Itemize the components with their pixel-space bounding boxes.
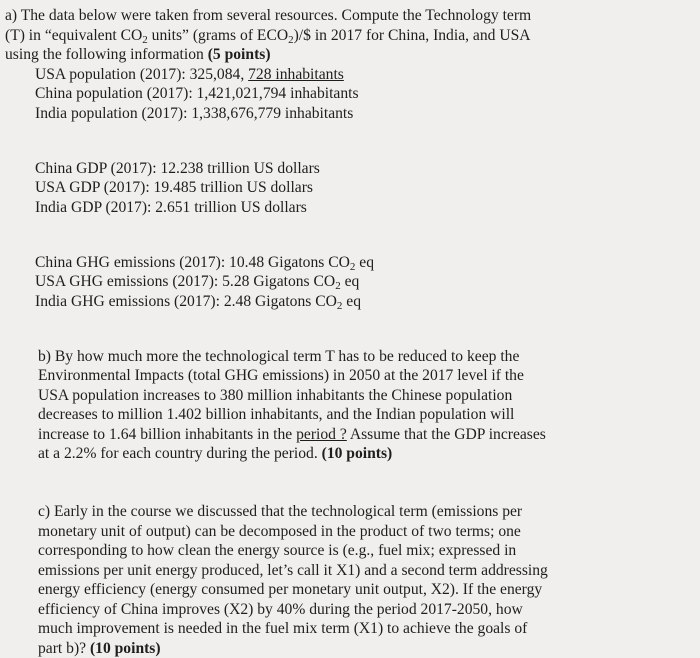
china-ghg bbox=[35, 253, 686, 273]
usa-population bbox=[35, 65, 686, 85]
subscript-2: 2 bbox=[288, 34, 294, 46]
part-a-points: (5 points) bbox=[208, 46, 271, 63]
part-b-line-3: USA population increases to 380 million inhabitants the Chinese population bbox=[38, 386, 686, 406]
part-a-line-3-text: using the following information bbox=[5, 46, 208, 63]
spacer bbox=[5, 123, 686, 143]
usa-gdp: USA GDP (2017): 19.485 trillion US dollars bbox=[35, 178, 686, 198]
part-c-line-3: corresponding to how clean the energy source is (e.g., fuel mix; expressed in bbox=[38, 541, 686, 561]
part-a-line-1: a) The data below were taken from several resources. Compute the Technology term bbox=[5, 6, 686, 26]
part-c-line-4: emissions per unit energy produced, let’s call it X1) and a second term addressing bbox=[38, 561, 686, 581]
part-b-line-1: b) By how much more the technological term T has to be reduced to keep the bbox=[38, 347, 686, 367]
usa-ghg-text: USA GHG emissions (2017): 5.28 Gigatons CO bbox=[35, 273, 335, 290]
gdp-block bbox=[5, 159, 686, 218]
part-b-line-4: decreases to million 1.402 billion inhabitants, and the Indian population will bbox=[38, 405, 686, 425]
spacer bbox=[5, 143, 686, 159]
part-b-line-6-text: at a 2.2% for each country during the period. bbox=[38, 445, 322, 462]
india-ghg bbox=[35, 292, 686, 312]
usa-ghg-unit: eq bbox=[341, 273, 360, 290]
spacer bbox=[5, 237, 686, 253]
china-ghg-unit: eq bbox=[355, 254, 374, 271]
part-b-line-5-text: increase to 1.64 billion inhabitants in the bbox=[38, 426, 296, 443]
china-population: China population (2017): 1,421,021,794 inhabitants bbox=[35, 84, 686, 104]
spacer bbox=[5, 464, 686, 484]
part-c-points: (10 points) bbox=[90, 640, 161, 657]
india-population: India population (2017): 1,338,676,779 inhabitants bbox=[35, 104, 686, 124]
spacer bbox=[5, 311, 686, 331]
population-block bbox=[5, 65, 686, 124]
spacer bbox=[5, 331, 686, 347]
part-a-line-2 bbox=[5, 26, 686, 46]
part-c-line-6: efficiency of China improves (X2) by 40% during the period 2017-2050, how bbox=[38, 600, 686, 620]
part-a-line-2-post: )/$ in 2017 for China, India, and USA bbox=[294, 27, 531, 44]
usa-ghg bbox=[35, 272, 686, 292]
india-gdp: India GDP (2017): 2.651 trillion US dollars bbox=[35, 198, 686, 218]
part-b-line-6 bbox=[38, 444, 686, 464]
usa-population-underlined: 728 inhabitants bbox=[248, 66, 344, 83]
part-b-line-5 bbox=[38, 425, 686, 445]
part-b-period: period ? bbox=[296, 426, 347, 443]
part-c-line-1: c) Early in the course we discussed that the technological term (emissions per bbox=[38, 502, 686, 522]
part-b-line-2: Environmental Impacts (total GHG emissions) in 2050 at the 2017 level if the bbox=[38, 366, 686, 386]
china-ghg-text: China GHG emissions (2017): 10.48 Gigatons CO bbox=[35, 254, 350, 271]
subscript-2: 2 bbox=[142, 34, 148, 46]
subscript-2: 2 bbox=[335, 280, 341, 292]
ghg-block bbox=[5, 253, 686, 312]
spacer bbox=[5, 217, 686, 237]
part-a-line-2-mid: units” (grams of ECO bbox=[148, 27, 288, 44]
india-ghg-unit: eq bbox=[342, 293, 361, 310]
china-gdp: China GDP (2017): 12.238 trillion US dollars bbox=[35, 159, 686, 179]
part-a bbox=[5, 6, 686, 311]
spacer bbox=[5, 483, 686, 502]
part-c-line-7: much improvement is needed in the fuel mix term (X1) to achieve the goals of bbox=[38, 619, 686, 639]
part-c-line-2: monetary unit of output) can be decomposed in the product of two terms; one bbox=[38, 522, 686, 542]
part-b bbox=[5, 347, 686, 464]
part-c-line-5: energy efficiency (energy consumed per monetary unit output, X2). If the energy bbox=[38, 580, 686, 600]
part-c-line-8-text: part b)? bbox=[38, 640, 90, 657]
subscript-2: 2 bbox=[350, 261, 356, 273]
part-c-line-8 bbox=[38, 639, 686, 658]
usa-population-text: USA population (2017): 325,084, bbox=[35, 66, 248, 83]
part-b-line-5-post: Assume that the GDP increases bbox=[347, 426, 546, 443]
subscript-2: 2 bbox=[337, 300, 343, 312]
part-b-points: (10 points) bbox=[322, 445, 393, 462]
india-ghg-text: India GHG emissions (2017): 2.48 Gigatons CO bbox=[35, 293, 337, 310]
part-a-line-3 bbox=[5, 45, 686, 65]
part-c bbox=[5, 502, 686, 658]
part-a-line-2-pre: (T) in “equivalent CO bbox=[5, 27, 142, 44]
